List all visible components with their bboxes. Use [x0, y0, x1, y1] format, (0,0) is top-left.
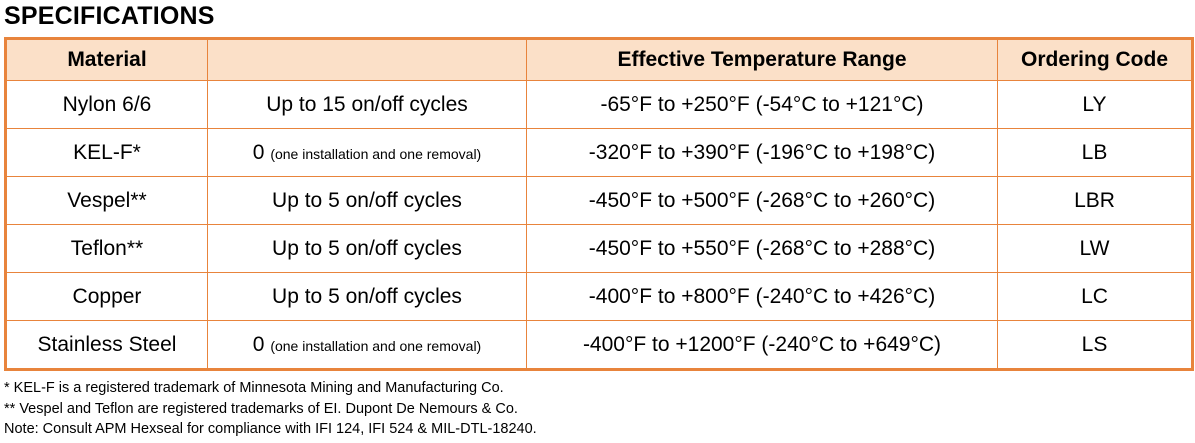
table-row	[6, 177, 1193, 225]
table-row	[6, 129, 1193, 177]
cell-temperature: -450°F to +500°F (-268°C to +260°C)	[527, 177, 998, 225]
cell-temperature: -320°F to +390°F (-196°C to +198°C)	[527, 129, 998, 177]
footnote-kelf: * KEL-F is a registered trademark of Minnesota Mining and Manufacturing Co.	[4, 380, 504, 396]
cell-ordering-code: LS	[998, 321, 1193, 370]
cycles-value: 0	[252, 332, 265, 356]
table-row	[6, 273, 1193, 321]
cell-material: Copper	[6, 273, 208, 321]
cell-temperature: -65°F to +250°F (-54°C to +121°C)	[527, 81, 998, 129]
table-row	[6, 225, 1193, 273]
cell-cycles: Up to 5 on/off cycles	[208, 225, 527, 273]
cell-material: Stainless Steel	[6, 321, 208, 370]
column-header-cycles	[208, 39, 527, 81]
cell-temperature: -450°F to +550°F (-268°C to +288°C)	[527, 225, 998, 273]
cell-material: KEL-F*	[6, 129, 208, 177]
specifications-page	[0, 2, 1195, 443]
cell-ordering-code: LW	[998, 225, 1193, 273]
specifications-table	[4, 37, 1194, 371]
footnotes	[4, 378, 1195, 440]
table-body	[6, 81, 1193, 370]
cell-cycles	[208, 129, 527, 177]
footnote-vespel-teflon: ** Vespel and Teflon are registered trademarks of EI. Dupont De Nemours & Co.	[4, 400, 518, 417]
cell-ordering-code: LB	[998, 129, 1193, 177]
column-header-ordering-code: Ordering Code	[998, 39, 1193, 81]
column-header-temperature: Effective Temperature Range	[527, 39, 998, 81]
cell-material: Vespel**	[6, 177, 208, 225]
column-header-material: Material	[6, 39, 208, 81]
table-header-row	[6, 39, 1193, 81]
cell-temperature: -400°F to +800°F (-240°C to +426°C)	[527, 273, 998, 321]
table-row	[6, 81, 1193, 129]
cell-material: Nylon 6/6	[6, 81, 208, 129]
cycles-note: (one installation and one removal)	[270, 337, 482, 354]
cycles-note: (one installation and one removal)	[270, 145, 482, 162]
page-title: SPECIFICATIONS	[4, 2, 215, 30]
cell-cycles: Up to 5 on/off cycles	[208, 273, 527, 321]
table-header	[6, 39, 1193, 81]
cell-ordering-code: LC	[998, 273, 1193, 321]
cell-cycles: Up to 15 on/off cycles	[208, 81, 527, 129]
cell-cycles: Up to 5 on/off cycles	[208, 177, 527, 225]
cycles-value: 0	[252, 140, 265, 164]
cell-ordering-code: LBR	[998, 177, 1193, 225]
cell-ordering-code: LY	[998, 81, 1193, 129]
footnote-compliance-note: Note: Consult APM Hexseal for compliance with IFI 124, IFI 524 & MIL-DTL-18240.	[4, 421, 537, 438]
cell-cycles	[208, 321, 527, 370]
cell-temperature: -400°F to +1200°F (-240°C to +649°C)	[527, 321, 998, 370]
table-row	[6, 321, 1193, 370]
cell-material: Teflon**	[6, 225, 208, 273]
